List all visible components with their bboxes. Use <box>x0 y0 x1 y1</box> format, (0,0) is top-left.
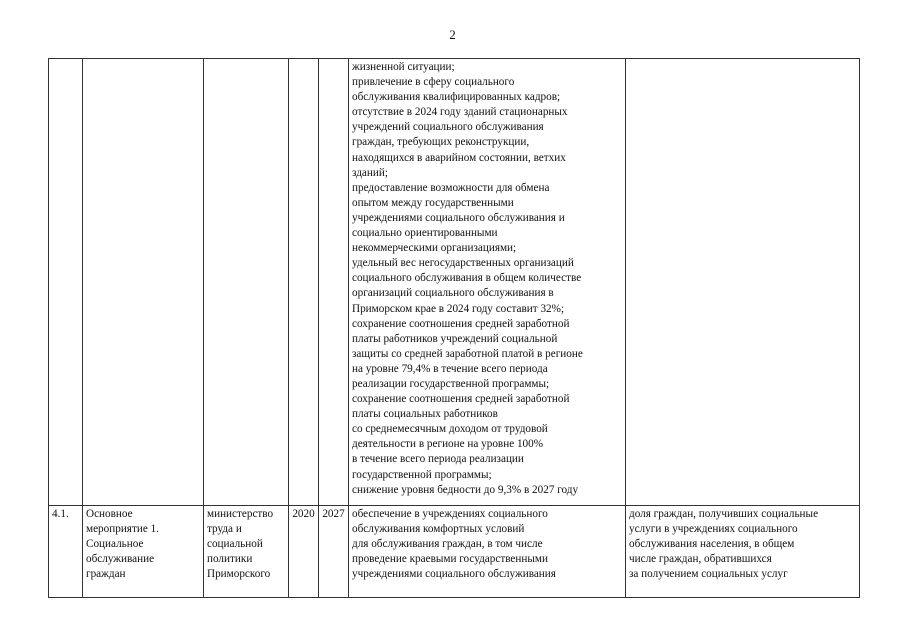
table-row-4-1 <box>49 506 860 598</box>
cell-executor <box>204 59 289 506</box>
name-line: Социальное <box>86 538 144 551</box>
name-line: обслуживание <box>86 553 155 566</box>
indicator-line: услуги в учреждениях социального <box>629 523 798 536</box>
results-line: учреждений социального обслуживания <box>352 121 544 134</box>
cell-results <box>349 506 626 598</box>
results-line: обслуживания квалифицированных кадров; <box>352 91 561 104</box>
results-line: защиты со средней заработной платой в регионе <box>352 347 583 360</box>
executor-line: политики <box>207 553 253 566</box>
executor-line: Приморского <box>207 568 271 581</box>
results-line: со среднемесячным доходом от трудовой <box>352 423 548 436</box>
name-line: Основное <box>86 508 133 520</box>
results-line: обслуживания комфортных условий <box>352 523 525 536</box>
results-line: социального обслуживания в общем количестве <box>352 272 582 285</box>
cell-indicator <box>626 506 860 598</box>
results-line: проведение краевыми государственными <box>352 553 548 566</box>
indicator-line: за получением социальных услуг <box>629 568 788 581</box>
cell-indicator <box>626 59 860 506</box>
table-row-continuation <box>49 59 860 506</box>
name-line: граждан <box>86 568 126 581</box>
indicator-line: обслуживания населения, в общем <box>629 538 795 551</box>
results-line: привлечение в сферу социального <box>352 76 515 89</box>
page-number: 2 <box>449 27 456 42</box>
results-line: находящихся в аварийном состоянии, ветхих <box>352 151 566 164</box>
results-line: предоставление возможности для обмена <box>352 181 550 194</box>
results-line: граждан, требующих реконструкции, <box>352 136 530 149</box>
cell-end-year: 2027 <box>319 506 349 598</box>
results-line: деятельности в регионе на уровне 100% <box>352 438 544 451</box>
results-line: некоммерческими организациями; <box>352 242 517 255</box>
executor-line: труда и <box>207 523 242 536</box>
cell-results <box>349 59 626 506</box>
results-line: сохранение соотношения средней заработной <box>352 393 570 406</box>
results-line: сохранение соотношения средней заработной <box>352 317 570 330</box>
results-line: в течение всего периода реализации <box>352 453 524 466</box>
results-line: государственной программы; <box>352 468 492 481</box>
cell-end-year <box>319 59 349 506</box>
cell-start-year <box>289 59 319 506</box>
results-line: удельный вес негосударственных организаций <box>352 257 574 270</box>
results-line: зданий; <box>352 166 388 179</box>
executor-line: министерство <box>207 508 274 520</box>
results-line: учреждениями социального обслуживания <box>352 568 556 581</box>
results-line: организаций социального обслуживания в <box>352 287 554 300</box>
program-table <box>48 58 860 598</box>
results-line: обеспечение в учреждениях социального <box>352 508 548 520</box>
cell-start-year: 2020 <box>289 506 319 598</box>
indicator-line: доля граждан, получивших социальные <box>629 508 819 520</box>
indicator-line: числе граждан, обратившихся <box>629 553 772 566</box>
cell-name <box>83 59 204 506</box>
results-line: социально ориентированными <box>352 227 498 240</box>
results-line: опытом между государственными <box>352 196 514 209</box>
results-line: на уровне 79,4% в течение всего периода <box>352 362 548 375</box>
results-line: снижение уровня бедности до 9,3% в 2027 году <box>352 483 579 496</box>
executor-line: социальной <box>207 538 263 551</box>
results-line: жизненной ситуации; <box>352 61 455 73</box>
cell-number <box>49 59 83 506</box>
results-line: платы работников учреждений социальной <box>352 332 558 345</box>
cell-number: 4.1. <box>49 506 83 598</box>
results-line: платы социальных работников <box>352 408 498 421</box>
name-line: мероприятие 1. <box>86 523 159 536</box>
cell-name <box>83 506 204 598</box>
results-line: для обслуживания граждан, в том числе <box>352 538 543 551</box>
results-line: учреждениями социального обслуживания и <box>352 211 565 224</box>
cell-executor <box>204 506 289 598</box>
results-line: отсутствие в 2024 году зданий стационарных <box>352 106 568 119</box>
results-line: реализации государственной программы; <box>352 377 550 390</box>
results-line: Приморском крае в 2024 году составит 32%; <box>352 302 565 315</box>
